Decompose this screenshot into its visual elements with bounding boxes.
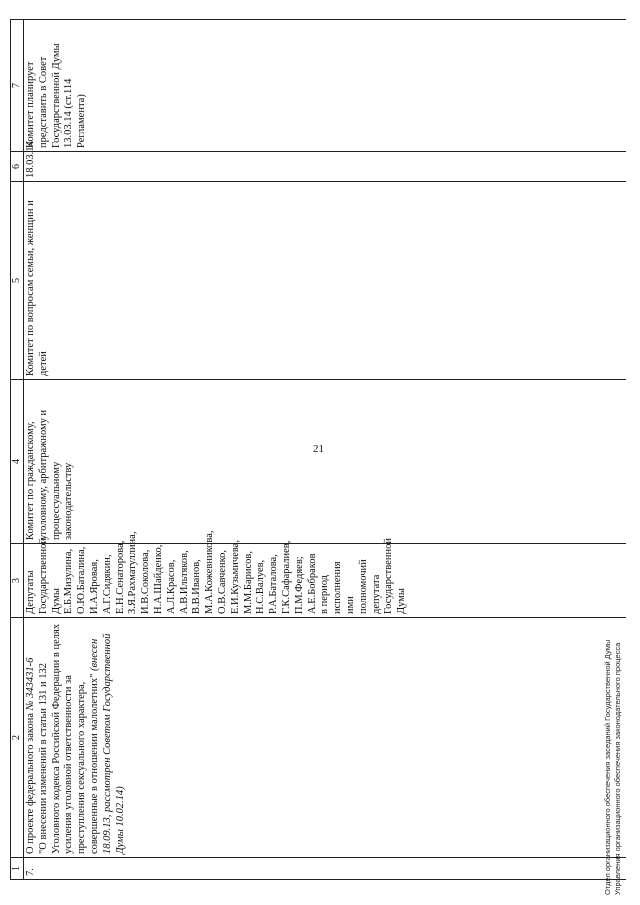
- law-number: № 343431-6: [25, 657, 36, 711]
- date-cell: 18.03.14: [24, 152, 627, 182]
- note-cell: Комитет планирует представить в Совет Государственной Думы 13.03.14 (ст.114 Регламента): [24, 20, 627, 152]
- footer: [603, 565, 623, 895]
- coexecutor-committee-cell: Комитет по вопросам семьи, женщин и детей: [24, 182, 627, 380]
- law-prefix: О проекте федерального закона: [25, 710, 36, 854]
- header-row: [11, 20, 24, 880]
- law-note: (внесен 18.09.13, рассмотрен Советом Государственной Думы 10.02.14): [88, 633, 126, 854]
- header-cell-2: 2: [11, 618, 24, 858]
- header-cell-3: 3: [11, 544, 24, 618]
- row-number: 7.: [24, 858, 627, 880]
- authors-list: Е.Б.Мизулина, О.Ю.Баталина, И.А.Яровая, А.Г.Сидякин, Е.Н.Сенаторова, З.Я.Рахматуллина, И.В.Соколова, Н.А.Шайденко, А.Л.Красов, А.В.Ильтяков, В.В.Иванов, М.А.Кожевникова, О.В.Савченко, Е.И.Кузьмичева, М.М.Барисов, Н.С.Валуев, Р.А.Баталова, Г.К.Сафаралиев, П.М.Федяев; А.Е.Бобраков: [63, 530, 318, 614]
- responsible-committee-cell: Комитет по гражданскому, уголовному, арбитражному и процессуальному законодательству: [24, 380, 627, 544]
- authors-cell: [24, 530, 627, 618]
- header-cell-7: 7: [11, 20, 24, 152]
- table-row: [24, 20, 627, 880]
- authors-intro: Депутаты Государственной Думы: [25, 538, 62, 614]
- header-cell-1: 1: [11, 858, 24, 880]
- header-cell-4: 4: [11, 380, 24, 544]
- law-title-cell: [24, 618, 627, 858]
- header-cell-6: 6: [11, 152, 24, 182]
- rotated-table-page: [10, 10, 630, 890]
- authors-outro: в период исполнения ими полномочий депутата Государственной Думы: [319, 538, 408, 614]
- footer-line-2: Управления организационного обеспечения законодательного процесса: [613, 642, 622, 895]
- agenda-table: [10, 19, 626, 880]
- footer-line-1: Отдел организационного обеспечения заседаний Государственной Думы: [603, 639, 612, 895]
- law-title: "О внесении изменений в статьи 131 и 132 Уголовного кодекса Российской Федерации в целях усиления уголовной ответственности за преступления сексуального характера, совершенные в отношении малолетних": [37, 623, 100, 854]
- header-cell-5: 5: [11, 182, 24, 380]
- page-number: 21: [313, 443, 324, 455]
